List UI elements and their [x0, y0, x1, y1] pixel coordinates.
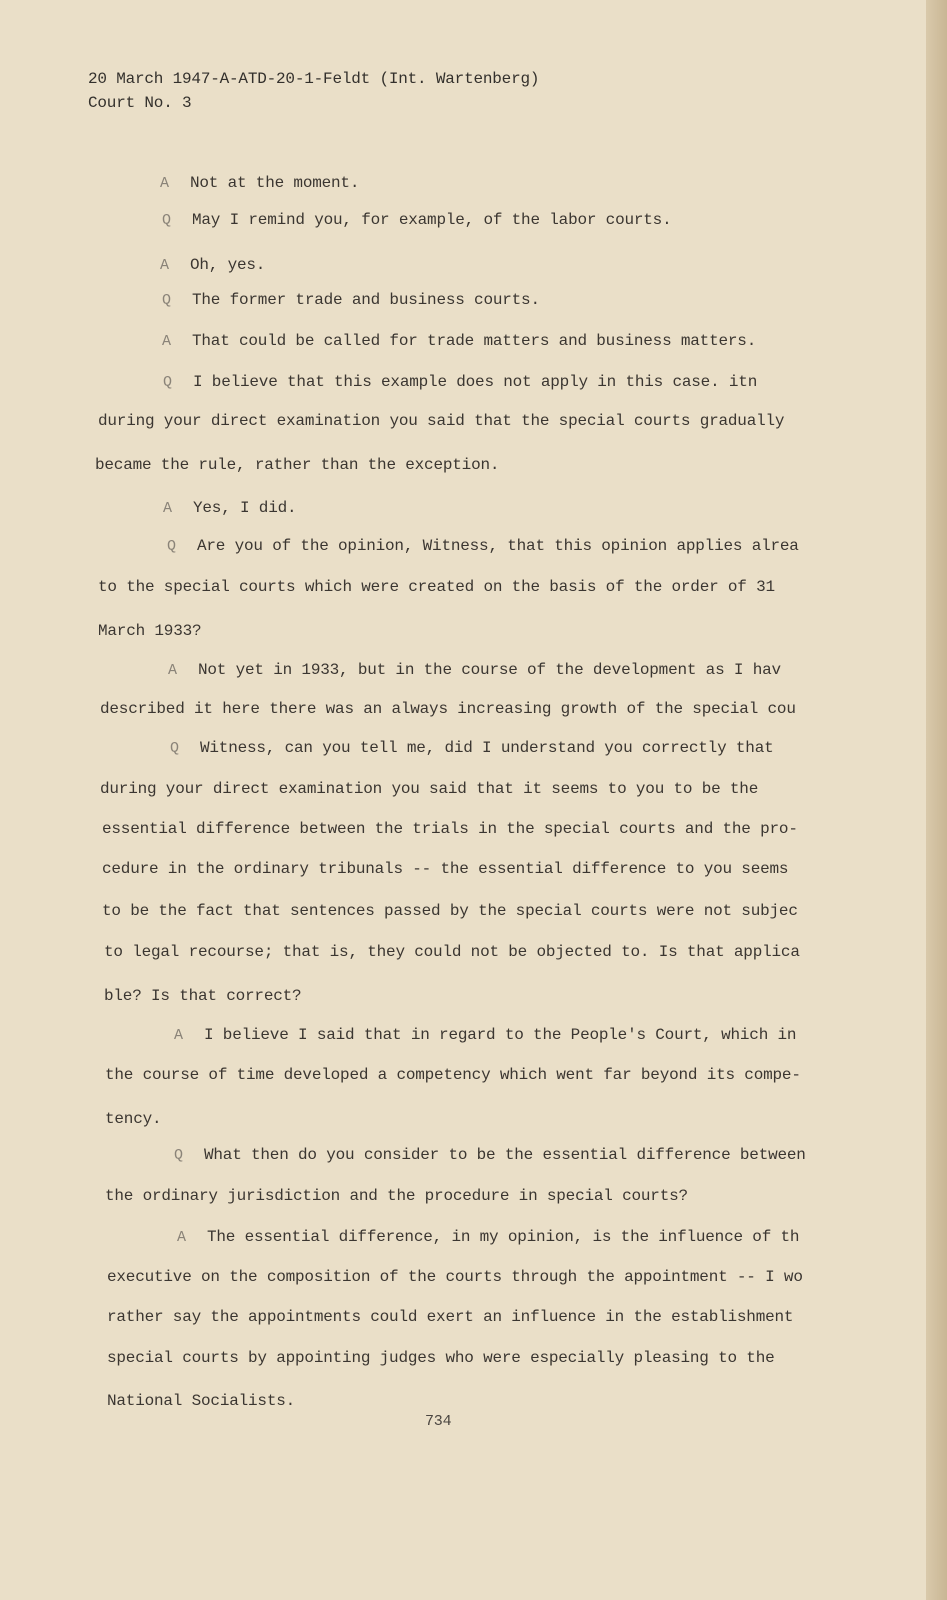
page-number: 734: [425, 1413, 452, 1430]
transcript-line: became the rule, rather than the exception.: [95, 456, 500, 474]
transcript-line: to legal recourse; that is, they could not be objected to. Is that applica: [104, 943, 800, 961]
transcript-line: The essential difference, in my opinion, is the influence of th: [207, 1228, 800, 1246]
transcript-line: the course of time developed a competency which went far beyond its compe-: [105, 1066, 801, 1084]
transcript-line: Are you of the opinion, Witness, that this opinion applies alrea: [197, 537, 799, 555]
transcript-line: May I remind you, for example, of the labor courts.: [192, 211, 672, 229]
speaker-label: A: [160, 257, 170, 274]
transcript-line: What then do you consider to be the essential difference between: [204, 1146, 806, 1164]
speaker-label: Q: [163, 374, 173, 391]
transcript-line: Yes, I did.: [193, 499, 297, 517]
transcript-line: March 1933?: [98, 622, 202, 640]
speaker-label: Q: [162, 292, 172, 309]
transcript-line: during your direct examination you said that it seems to you to be the: [100, 780, 759, 798]
speaker-label: A: [160, 175, 170, 192]
transcript-line: to the special courts which were created on the basis of the order of 31: [98, 578, 775, 596]
transcript-line: Not yet in 1933, but in the course of the development as I hav: [198, 661, 781, 679]
transcript-line: to be the fact that sentences passed by the special courts were not subjec: [102, 902, 798, 920]
transcript-line: National Socialists.: [107, 1392, 296, 1410]
speaker-label: A: [177, 1229, 187, 1246]
transcript-line: I believe that this example does not apply in this case. itn: [193, 373, 758, 391]
transcript-line: rather say the appointments could exert an influence in the establishment: [107, 1308, 794, 1326]
speaker-label: Q: [170, 740, 180, 757]
transcript-line: tency.: [105, 1110, 162, 1128]
speaker-label: A: [162, 333, 172, 350]
speaker-label: A: [163, 500, 173, 517]
transcript-line: cedure in the ordinary tribunals -- the essential difference to you seems: [102, 860, 789, 878]
transcript-line: during your direct examination you said that the special courts gradually: [98, 412, 785, 430]
transcript-line: I believe I said that in regard to the People's Court, which in: [204, 1026, 797, 1044]
transcript-line: described it here there was an always increasing growth of the special cou: [100, 700, 796, 718]
speaker-label: Q: [167, 538, 177, 555]
speaker-label: A: [168, 662, 178, 679]
transcript-line: The former trade and business courts.: [192, 291, 540, 309]
transcript-line: ble? Is that correct?: [104, 987, 302, 1005]
speaker-label: A: [174, 1027, 184, 1044]
transcript-line: Witness, can you tell me, did I understand you correctly that: [200, 739, 774, 757]
transcript-line: Oh, yes.: [190, 256, 266, 274]
transcript-line: essential difference between the trials in the special courts and the pro-: [102, 820, 798, 838]
transcript-line: That could be called for trade matters and business matters.: [192, 332, 757, 350]
speaker-label: Q: [174, 1147, 184, 1164]
speaker-label: Q: [162, 212, 172, 229]
transcript-line: Not at the moment.: [190, 174, 360, 192]
transcript-line: executive on the composition of the courts through the appointment -- I wo: [107, 1268, 803, 1286]
transcript-line: the ordinary jurisdiction and the procedure in special courts?: [105, 1187, 688, 1205]
header-case-line: 20 March 1947-A-ATD-20-1-Feldt (Int. Wartenberg): [88, 70, 540, 88]
scan-edge: [926, 0, 947, 1600]
header-court-line: Court No. 3: [88, 94, 192, 112]
transcript-line: special courts by appointing judges who were especially pleasing to the: [107, 1349, 775, 1367]
